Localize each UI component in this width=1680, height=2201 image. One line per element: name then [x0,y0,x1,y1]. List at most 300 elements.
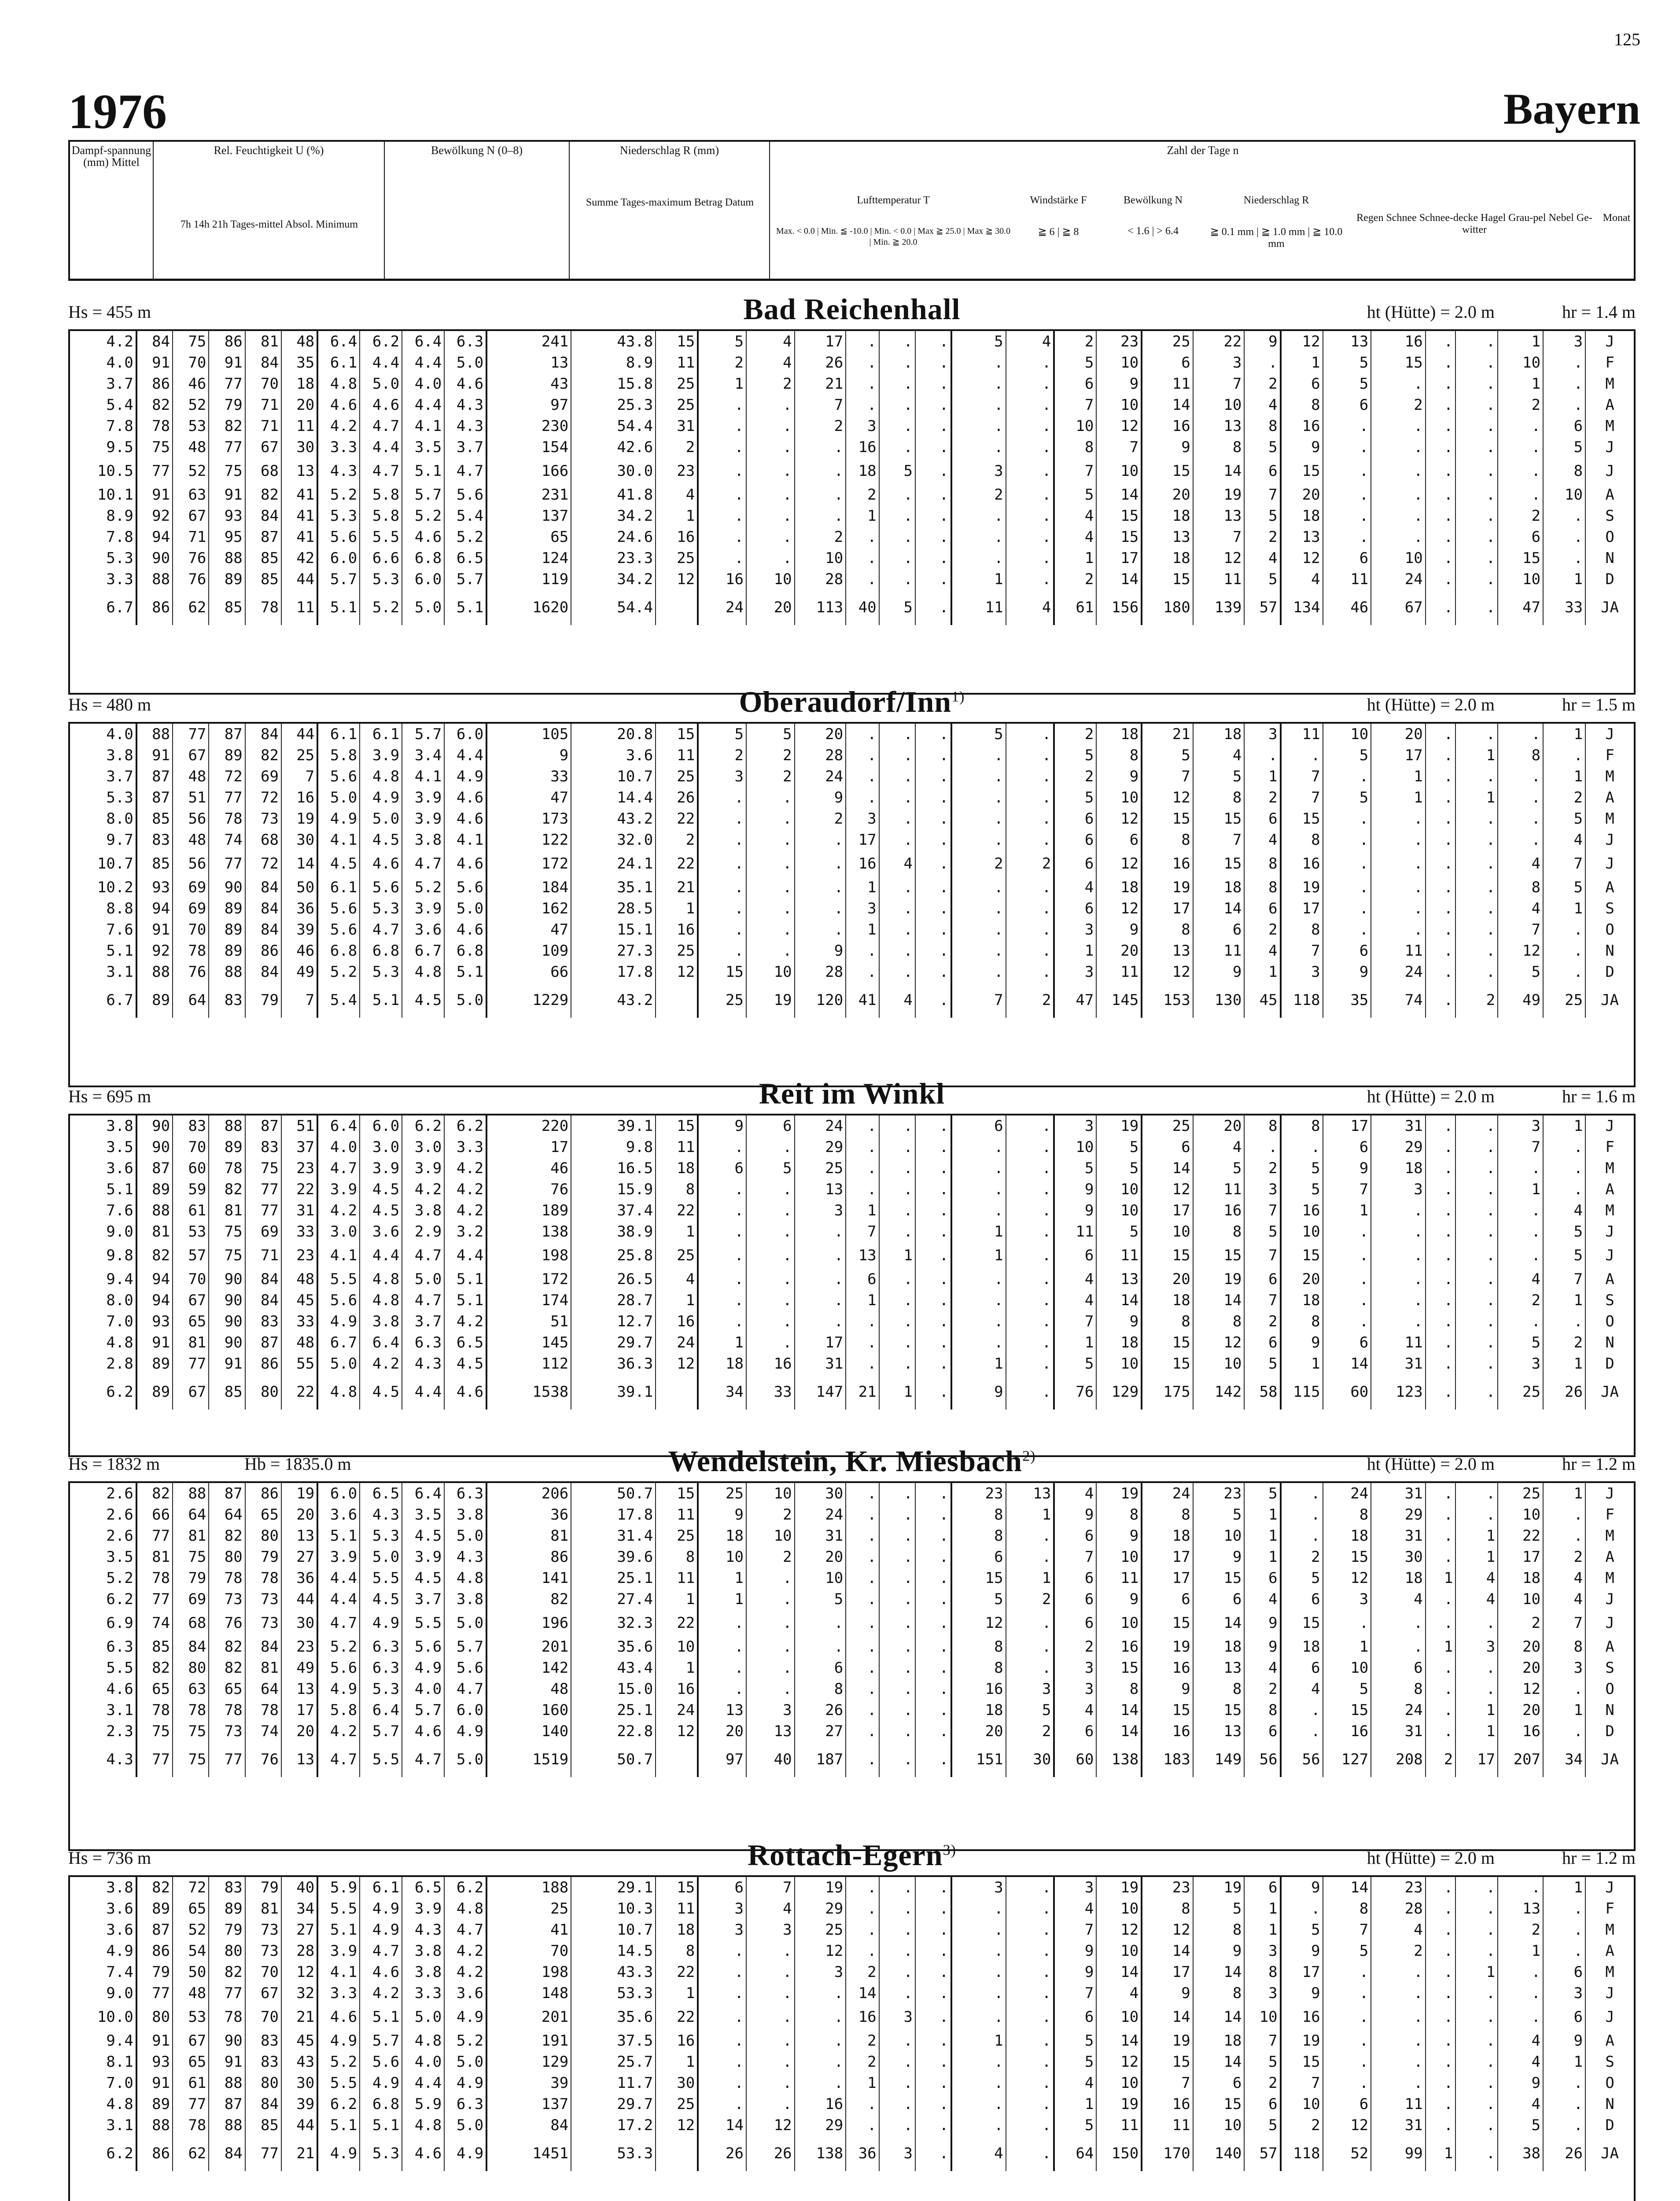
cell: 5.1 [70,1179,136,1200]
cell: . [746,808,795,829]
cell: . [915,526,951,548]
cell: 5 [1281,1919,1323,1940]
cell: . [1006,961,1054,983]
cell: 83 [209,983,245,1018]
cell: . [915,1115,951,1137]
cell: 4.8 [317,373,360,394]
cell: . [795,1242,846,1269]
cell: 82 [209,1962,245,1983]
cell: . [951,2051,1006,2072]
cell: . [1426,1353,1456,1374]
cell: 19 [281,808,317,829]
cell: 79 [245,1546,281,1568]
cell: 77 [136,1742,173,1777]
cell: 29.1 [571,1877,656,1898]
cell: . [1006,1290,1054,1311]
cell: 91 [136,919,173,940]
cell: 24 [656,1332,698,1353]
cell: 2 [1543,787,1585,808]
cell: 69 [245,766,281,787]
cell: 4 [1054,877,1096,898]
cell: 2 [951,484,1006,505]
cell: 5 [1244,437,1280,458]
cell: 2 [1054,1636,1096,1657]
cell: . [846,373,879,394]
cell: 17 [1281,1962,1323,1983]
cell: 74 [1371,983,1425,1018]
cell: 5.1 [317,590,360,625]
cell: . [951,1898,1006,1919]
cell: 53.3 [571,1983,656,2004]
cell: . [1455,331,1498,352]
cell: 82 [136,1483,173,1504]
cell: F [1605,354,1614,372]
cell: 5 [1193,1898,1245,1919]
cell: 15 [1193,808,1245,829]
cell: 8 [1142,1311,1193,1332]
cell: 4 [1498,2030,1543,2051]
cell: 3 [1323,1589,1371,1610]
cell: . [1426,808,1456,829]
cell: 5 [1323,352,1371,373]
cell: 6 [1193,2072,1245,2094]
cell: 7 [795,394,846,416]
cell: 8 [656,1179,698,1200]
cell: 21 [281,2004,317,2030]
cell: 16 [1281,1200,1323,1221]
cell: 6.3 [70,1636,136,1657]
cell: 97 [698,1742,746,1777]
cell: 75 [173,1742,209,1777]
cell: . [879,548,915,569]
cell: . [795,1610,846,1636]
cell: 5.8 [360,505,402,526]
cell: 4 [1244,940,1280,961]
cell: . [1244,745,1280,766]
cell: 83 [245,1311,281,1332]
cell: 154 [486,437,571,458]
cell: . [879,484,915,505]
cell: 4.5 [402,983,444,1018]
cell: 83 [209,1877,245,1898]
cell: 9 [1323,961,1371,983]
cell: 87 [245,1115,281,1137]
cell: 72 [245,787,281,808]
cell: 35 [1323,983,1371,1018]
cell: 5 [1323,787,1371,808]
cell: 58 [1244,1374,1280,1410]
cell: 5 [1054,1158,1096,1179]
cell: 20 [795,1546,846,1568]
cell: . [846,548,879,569]
cell: 70 [173,1269,209,1290]
cell: 48 [281,331,317,352]
cell: . [1426,1269,1456,1290]
cell: 49 [281,961,317,983]
cell: 6 [1543,416,1585,437]
cell: J [1605,1614,1614,1632]
cell: . [1323,1269,1371,1290]
cell: 15 [1193,1242,1245,1269]
cell: 10 [1281,1221,1323,1242]
cell: 5.1 [444,961,486,983]
cell: 8 [951,1525,1006,1546]
cell: 6.2 [70,1374,136,1410]
cell: 6 [698,1877,746,1898]
cell: . [846,2094,879,2115]
cell: . [795,1983,846,2004]
cell: 87 [136,1158,173,1179]
cell: 30 [656,2072,698,2094]
month-row [70,352,1634,373]
cell: . [846,1678,879,1700]
cell: . [746,484,795,505]
month-row [70,1940,1634,1962]
cell: 5.2 [317,2051,360,2072]
cell: 10 [1323,1657,1371,1678]
cell: 2 [1054,724,1096,745]
cell: 6.1 [360,724,402,745]
cell: 10 [1096,1610,1142,1636]
cell: . [915,1504,951,1525]
cell: 65 [173,2051,209,2072]
cell: 18 [698,1525,746,1546]
cell: . [1323,2030,1371,2051]
cell: 19 [1096,1877,1142,1898]
cell: 9.7 [70,829,136,850]
cell: . [1323,1610,1371,1636]
cell: 5.9 [317,1877,360,1898]
cell: 11 [1193,1179,1245,1200]
cell: 1 [1006,1568,1054,1589]
cell: 29 [795,2115,846,2136]
cell: 1 [656,1290,698,1311]
cell: 6 [1054,1525,1096,1546]
cell: . [1543,2115,1585,2136]
cell: 81 [486,1525,571,1546]
cell: 4.2 [402,1179,444,1200]
cell: 12 [1096,898,1142,919]
cell: . [698,484,746,505]
cell: 76 [486,1179,571,1200]
cell: 3.6 [70,1898,136,1919]
cell: . [951,808,1006,829]
cell: 1 [698,1568,746,1589]
cell: 5.3 [70,548,136,569]
cell: . [846,331,879,352]
cell: 201 [486,2004,571,2030]
cell: 77 [245,2136,281,2171]
annual-row [70,2136,1634,2171]
cell: 4.7 [360,1940,402,1962]
cell: 1 [1054,1332,1096,1353]
cell: . [698,877,746,898]
cell: 75 [209,1221,245,1242]
cell: 14 [1142,1940,1193,1962]
cell: . [951,352,1006,373]
cell: 2 [1244,2072,1280,2094]
cell: 16 [846,437,879,458]
cell: . [915,394,951,416]
cell: 1 [1426,2136,1456,2171]
cell: 5.0 [444,898,486,919]
cell: 24 [795,766,846,787]
cell: 12 [1096,2051,1142,2072]
month-row [70,1657,1634,1678]
cell: 25 [656,1525,698,1546]
cell: . [846,1940,879,1962]
cell: 7 [1281,787,1323,808]
cell: . [1455,1983,1498,2004]
cell: 22 [1193,331,1245,352]
cell: 5.2 [360,590,402,625]
station-header [68,1433,1636,1481]
cell: 3.5 [402,1504,444,1525]
cell: 82 [209,416,245,437]
cell: 89 [136,1179,173,1200]
cell: 4.9 [70,1940,136,1962]
cell: . [915,1962,951,1983]
cell: . [1006,2094,1054,2115]
cell: . [879,1919,915,1940]
cell: . [1006,1242,1054,1269]
cell: 12 [1498,940,1543,961]
cell: 15 [1371,352,1425,373]
cell: 3 [846,416,879,437]
cell: 23 [1193,1483,1245,1504]
cell: 7 [1193,829,1245,850]
cell: 4 [879,983,915,1018]
cell: 15 [1142,1610,1193,1636]
cell: F [1605,1900,1614,1918]
cell: . [879,961,915,983]
cell: 10.7 [571,1919,656,1940]
cell: 88 [209,2072,245,2094]
hut-height: ht (Hütte) = 2.0 m [1367,1454,1495,1474]
cell: 5.7 [444,569,486,590]
cell: 56 [173,850,209,877]
cell: 170 [1142,2136,1193,2171]
cell: . [698,437,746,458]
cell: 3.4 [402,745,444,766]
cell: 88 [136,961,173,983]
cell: 46 [1323,590,1371,625]
cell: . [746,1221,795,1242]
cell: 85 [136,808,173,829]
cell: JA [1601,1751,1619,1768]
cell: . [879,877,915,898]
cell: . [1455,919,1498,940]
cell: . [879,569,915,590]
cell: 28 [1371,1898,1425,1919]
cell: 23 [1371,1877,1425,1898]
cell: A [1605,2032,1614,2050]
cell: 115 [1281,1374,1323,1410]
cell: 10 [1498,569,1543,590]
cell: 2 [1006,850,1054,877]
cell: 130 [1193,983,1245,1018]
cell: 11 [1096,1568,1142,1589]
cell: 5.1 [360,2115,402,2136]
annual-row [70,590,1634,625]
cell: . [1371,1311,1425,1332]
cell: . [795,2051,846,2072]
cell: 73 [209,1721,245,1742]
cell: 4.4 [444,1242,486,1269]
cell: 34 [281,1898,317,1919]
cell: 86 [245,1483,281,1504]
cell: 82 [136,1877,173,1898]
cell: 17 [1323,1115,1371,1137]
cell: 3.8 [402,829,444,850]
cell: 70 [486,1940,571,1962]
cell: 13 [1193,505,1245,526]
cell: 4.7 [402,1242,444,1269]
cell: . [1426,1332,1456,1353]
cell: . [1455,2115,1498,2136]
cell: 2 [1281,1546,1323,1568]
cell: 21 [1142,724,1193,745]
cell: . [915,1919,951,1940]
cell: 25 [656,1242,698,1269]
cell: 153 [1142,983,1193,1018]
cell: 4.8 [402,2030,444,2051]
cell: 24 [698,590,746,625]
cell: . [915,877,951,898]
cell: 5.0 [444,2115,486,2136]
cell: 6.2 [360,331,402,352]
cell: 67 [173,745,209,766]
month-row [70,1200,1634,1221]
cell: 17 [1142,1200,1193,1221]
cell: 14 [1323,1353,1371,1374]
cell: 4.5 [360,829,402,850]
month-row [70,1962,1634,1983]
cell: 10 [1498,1589,1543,1610]
cell: 13 [281,1678,317,1700]
cell: 66 [486,961,571,983]
cell: 25 [1142,1115,1193,1137]
cell: 6.4 [317,1115,360,1137]
cell: 2.8 [70,1353,136,1374]
cell: 13 [1193,416,1245,437]
cell: . [1455,940,1498,961]
cell: . [1281,1700,1323,1721]
cell: 5.4 [317,983,360,1018]
cell: 12 [1142,1179,1193,1200]
cell: . [879,808,915,829]
cell: . [1006,1137,1054,1158]
station-note: 1) [951,688,965,705]
month-row [70,745,1634,766]
cell: 6.7 [70,590,136,625]
cell: . [915,1353,951,1374]
cell: 3.7 [402,1589,444,1610]
cell: 16 [656,1311,698,1332]
cell: 9 [1193,961,1245,983]
cell: . [1371,1636,1425,1657]
cell: . [879,1353,915,1374]
cell: 3.8 [360,1311,402,1332]
cell: . [1455,2051,1498,2072]
cell: 64 [173,1504,209,1525]
cell: 8 [1281,1115,1323,1137]
station-header [68,1065,1636,1114]
cell: 7 [1142,766,1193,787]
cell: . [746,787,795,808]
cell: 44 [281,1589,317,1610]
cell: . [951,394,1006,416]
cell: 23 [281,1158,317,1179]
cell: 2 [795,416,846,437]
cell: 17 [1498,1546,1543,1568]
cell: 14 [1193,458,1245,484]
cell: . [1244,352,1280,373]
cell: . [1006,2115,1054,2136]
cell: 4 [1096,1983,1142,2004]
cell: 9 [1096,1525,1142,1546]
cell: 9 [1244,331,1280,352]
cell: 50.7 [571,1742,656,1777]
cell: . [1455,1332,1498,1353]
cell: 89 [209,1137,245,1158]
cell: . [746,1242,795,1269]
cell: 39.1 [571,1115,656,1137]
cell: 5 [1054,2051,1096,2072]
cell: 22.8 [571,1721,656,1742]
cell: . [795,484,846,505]
cell: . [846,1898,879,1919]
cell: 4 [656,1269,698,1290]
cell: . [1455,2072,1498,2094]
cell: 11 [1323,569,1371,590]
cell: . [1426,1137,1456,1158]
cell: 3 [1054,1678,1096,1700]
cell: . [1244,1137,1280,1158]
cell: . [951,829,1006,850]
cell: 19 [1096,1483,1142,1504]
cell: F [1605,1138,1614,1156]
cell: 1 [1543,1877,1585,1898]
cell: 9.8 [571,1137,656,1158]
cell: 21 [281,2136,317,2171]
cell: M [1605,1202,1614,1219]
cell: 12 [1323,2115,1371,2136]
cell: 65 [245,1504,281,1525]
cell: 4.7 [317,1610,360,1636]
cell: 75 [136,1721,173,1742]
cell: 3 [1281,961,1323,983]
cell: 7 [1543,850,1585,877]
cell: 7 [1054,1311,1096,1332]
cell: 3 [879,2136,915,2171]
cell: . [1543,1898,1585,1919]
cell: . [846,940,879,961]
cell: 6 [1054,850,1096,877]
month-row [70,1525,1634,1546]
cell: 88 [136,2115,173,2136]
cell: . [698,1311,746,1332]
cell: 8 [1244,877,1280,898]
cell: 10 [1193,1525,1245,1546]
cell: 4.7 [402,1290,444,1311]
cell: 6.8 [402,548,444,569]
cell: 15.8 [571,373,656,394]
cell: 4 [1006,590,1054,625]
cell: 46 [486,1158,571,1179]
cell: 87 [136,787,173,808]
cell: 4.6 [444,850,486,877]
